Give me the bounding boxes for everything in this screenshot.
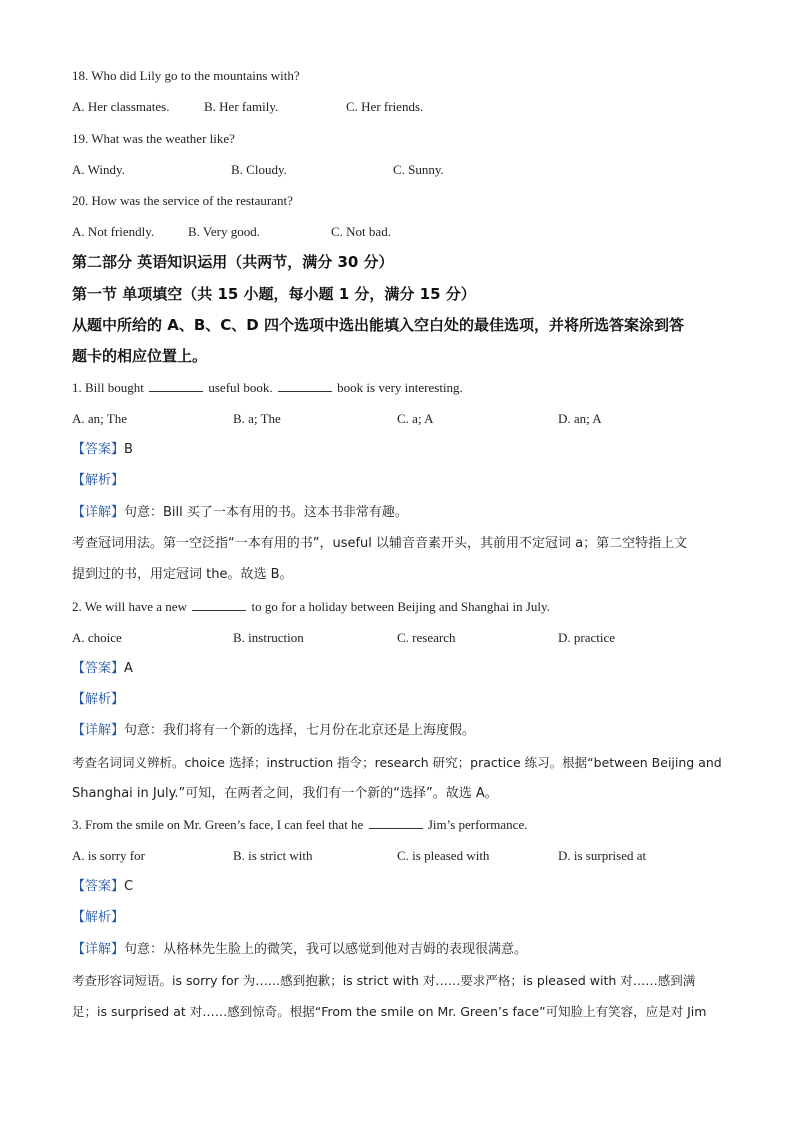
- item-1-option-a: A. an; The: [72, 411, 127, 426]
- item-2-explanation-1: 考查名词词义辨析。choice 选择；instruction 指令；research 研究；practice 练习。根据“between Beijing and: [72, 755, 722, 770]
- answer-blank: [369, 816, 423, 829]
- item-2-option-c: C. research: [397, 630, 456, 645]
- q20-option-a: A. Not friendly.: [72, 224, 155, 239]
- q18-option-c: C. Her friends.: [346, 99, 424, 114]
- item-3-question: 3. From the smile on Mr. Green’s face, I can feel that he Jim’s performance.: [72, 817, 528, 832]
- item-3-explanation-1: 考查形容词短语。is sorry for 为……感到抱歉；is strict with 对……要求严格；is pleased with 对……感到满: [72, 973, 696, 988]
- q20-option-c: C. Not bad.: [331, 224, 391, 239]
- item-1-explanation-1: 考查冠词用法。第一空泛指“一本有用的书”，useful 以辅音音素开头，其前用不定冠词 a；第二空特指上文: [72, 536, 688, 551]
- item-2-detail: 【详解】句意：我们将有一个新的选择，七月份在北京还是上海度假。: [72, 723, 476, 738]
- question-19: 19. What was the weather like?: [72, 131, 235, 146]
- item-1-explanation-2: 提到过的书，用定冠词 the。故选 B。: [72, 567, 293, 582]
- item-2-analysis-label: 【解析】: [72, 692, 125, 707]
- item-1-answer: 【答案】B: [72, 442, 133, 457]
- q20-option-b: B. Very good.: [188, 224, 260, 239]
- item-3-answer: 【答案】C: [72, 879, 134, 894]
- item-2-option-a: A. choice: [72, 630, 122, 645]
- item-3-analysis-label: 【解析】: [72, 910, 125, 925]
- q19-option-b: B. Cloudy.: [231, 162, 287, 177]
- q18-option-a: A. Her classmates.: [72, 99, 170, 114]
- item-2-option-d: D. practice: [558, 630, 616, 645]
- item-3-option-a: A. is sorry for: [72, 848, 145, 863]
- item-3-explanation-2: 足；is surprised at 对……感到惊奇。根据“From the smile on Mr. Green’s face”可知脸上有笑容，应是对 Jim: [72, 1004, 707, 1019]
- q18-option-b: B. Her family.: [204, 99, 279, 114]
- item-2-option-b: B. instruction: [233, 630, 304, 645]
- item-3-option-d: D. is surprised at: [558, 848, 647, 863]
- instruction-line-2: 题卡的相应位置上。: [72, 347, 208, 365]
- answer-blank: [278, 379, 332, 392]
- item-1-option-c: C. a; A: [397, 411, 434, 426]
- q19-option-c: C. Sunny.: [393, 162, 444, 177]
- question-20: 20. How was the service of the restaurant?: [72, 193, 293, 208]
- question-18: 18. Who did Lily go to the mountains with?: [72, 68, 300, 83]
- part-two-heading: 第二部分 英语知识运用（共两节，满分 30 分）: [72, 253, 394, 271]
- item-3-option-c: C. is pleased with: [397, 848, 490, 863]
- answer-blank: [192, 598, 246, 611]
- q19-option-a: A. Windy.: [72, 162, 125, 177]
- item-1-option-d: D. an; A: [558, 411, 602, 426]
- item-1-option-b: B. a; The: [233, 411, 281, 426]
- section-one-heading: 第一节 单项填空（共 15 小题，每小题 1 分，满分 15 分）: [72, 285, 476, 303]
- instruction-line-1: 从题中所给的 A、B、C、D 四个选项中选出能填入空白处的最佳选项，并将所选答案涂到答: [72, 316, 684, 334]
- item-2-answer: 【答案】A: [72, 661, 133, 676]
- item-3-option-b: B. is strict with: [233, 848, 313, 863]
- answer-blank: [149, 379, 203, 392]
- item-1-question: 1. Bill bought useful book. book is very interesting.: [72, 380, 463, 395]
- item-3-detail: 【详解】句意：从格林先生脸上的微笑，我可以感觉到他对吉姆的表现很满意。: [72, 942, 528, 957]
- item-1-detail: 【详解】句意：Bill 买了一本有用的书。这本书非常有趣。: [72, 505, 408, 520]
- item-2-explanation-2: Shanghai in July.”可知，在两者之间，我们有一个新的“选择”。故选 A。: [72, 786, 498, 801]
- item-2-question: 2. We will have a new to go for a holiday between Beijing and Shanghai in July.: [72, 599, 550, 614]
- item-1-analysis-label: 【解析】: [72, 473, 125, 488]
